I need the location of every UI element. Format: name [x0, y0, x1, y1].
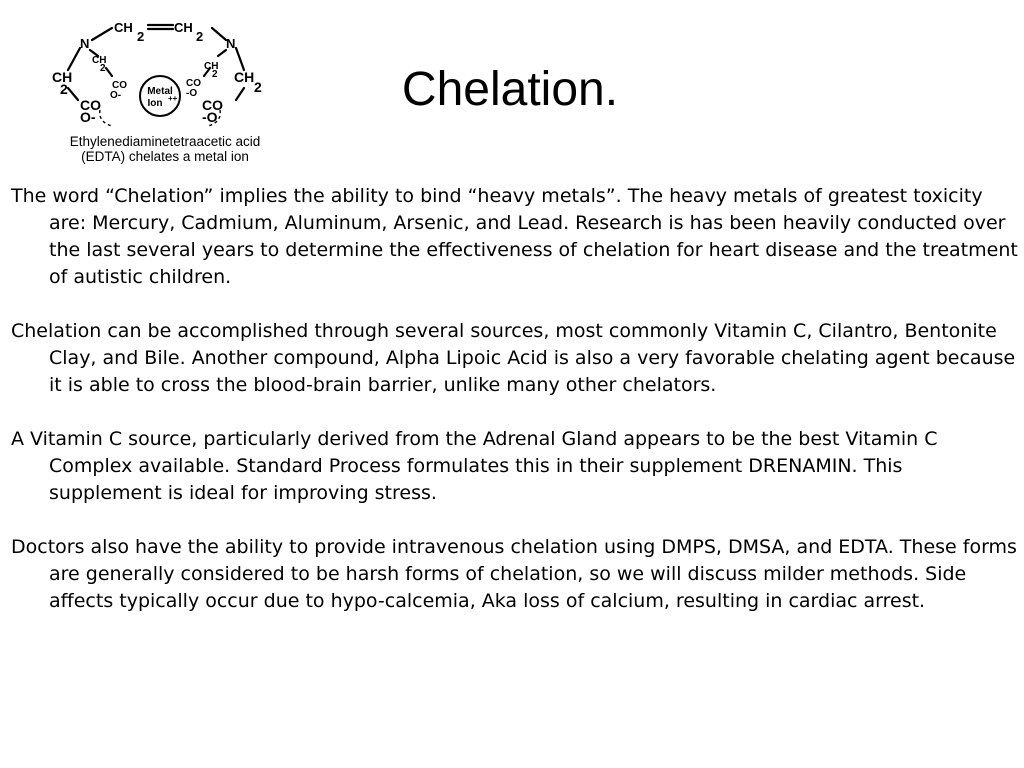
ch2-left-outer-sub: 2 — [60, 81, 68, 97]
ch2-right-outer-label: CH — [234, 69, 255, 85]
figure-caption-line2: (EDTA) chelates a metal ion — [81, 149, 249, 164]
slide-title: Chelation. — [401, 63, 619, 116]
paragraph-4: Doctors also have the ability to provide intravenous chelation using DMPS, DMSA, and EDTA. These forms are generally considered to be harsh forms of chelation, so we will discuss milder methods. Side affects typically occur due to hypo-calcemia, Aka loss of calcium, resulting in cardiac arrest. — [11, 536, 1017, 612]
ch-top-left-sub: 2 — [137, 29, 145, 44]
ch2-left-inner-label: CH — [92, 55, 107, 66]
paragraph-2: Chelation can be accomplished through several sources, most commonly Vitamin C, Cilantro, Bentonite Clay, and Bile. Another compound, Alpha Lipoic Acid is also a very favorable chelating agent because it is able to cross the blood-brain barrier, unlike many other chelators. — [11, 320, 1016, 396]
edta-structure-icon — [40, 14, 290, 139]
ion-charge-label: ++ — [168, 94, 178, 103]
paragraph-3: A Vitamin C source, particularly derived from the Adrenal Gland appears to be the best Vitamin C Complex available. Standard Process formulates this in their supplement DRENAMIN. This supplement is ideal for improving stress. — [11, 428, 938, 504]
o-left-inner-label: O- — [110, 90, 122, 101]
edta-diagram — [40, 14, 290, 170]
ch2-right-inner-sub: 2 — [212, 69, 218, 80]
ch-top-right-label: CH — [174, 20, 193, 35]
ion-label: Ion — [147, 98, 163, 109]
paragraph-1: The word “Chelation” implies the ability to bind “heavy metals”. The heavy metals of greatest toxicity are: Mercury, Cadmium, Aluminum, Arsenic, and Lead. Research is has been heavily conducted over the last several years to determine the effectiveness of chelation for heart disease and the treatment of autistic children. — [11, 185, 1018, 288]
ch2-left-inner-sub: 2 — [100, 63, 106, 74]
ch2-right-inner-label: CH — [204, 61, 219, 72]
ch2-left-outer-label: CH — [52, 69, 73, 85]
co-left-inner-label: CO — [112, 80, 127, 91]
slide-body — [11, 183, 1019, 642]
nitrogen-right-label: N — [226, 36, 236, 51]
ch2-right-outer-sub: 2 — [254, 79, 262, 95]
co-right-outer-label: CO — [202, 97, 223, 113]
co-left-outer-label: CO — [80, 97, 101, 113]
o-left-outer-label: O- — [80, 109, 96, 125]
o-right-outer-label: -O — [202, 109, 218, 125]
o-right-inner-label: -O — [186, 88, 198, 99]
nitrogen-left-label: N — [80, 36, 90, 51]
ch-top-left-label: CH — [114, 20, 133, 35]
co-right-inner-label: CO — [186, 78, 201, 89]
figure-caption-line1: Ethylenediaminetetraacetic acid — [69, 134, 261, 149]
metal-label: Metal — [147, 86, 173, 97]
ch-top-right-sub: 2 — [196, 29, 204, 44]
figure-caption — [40, 134, 290, 164]
